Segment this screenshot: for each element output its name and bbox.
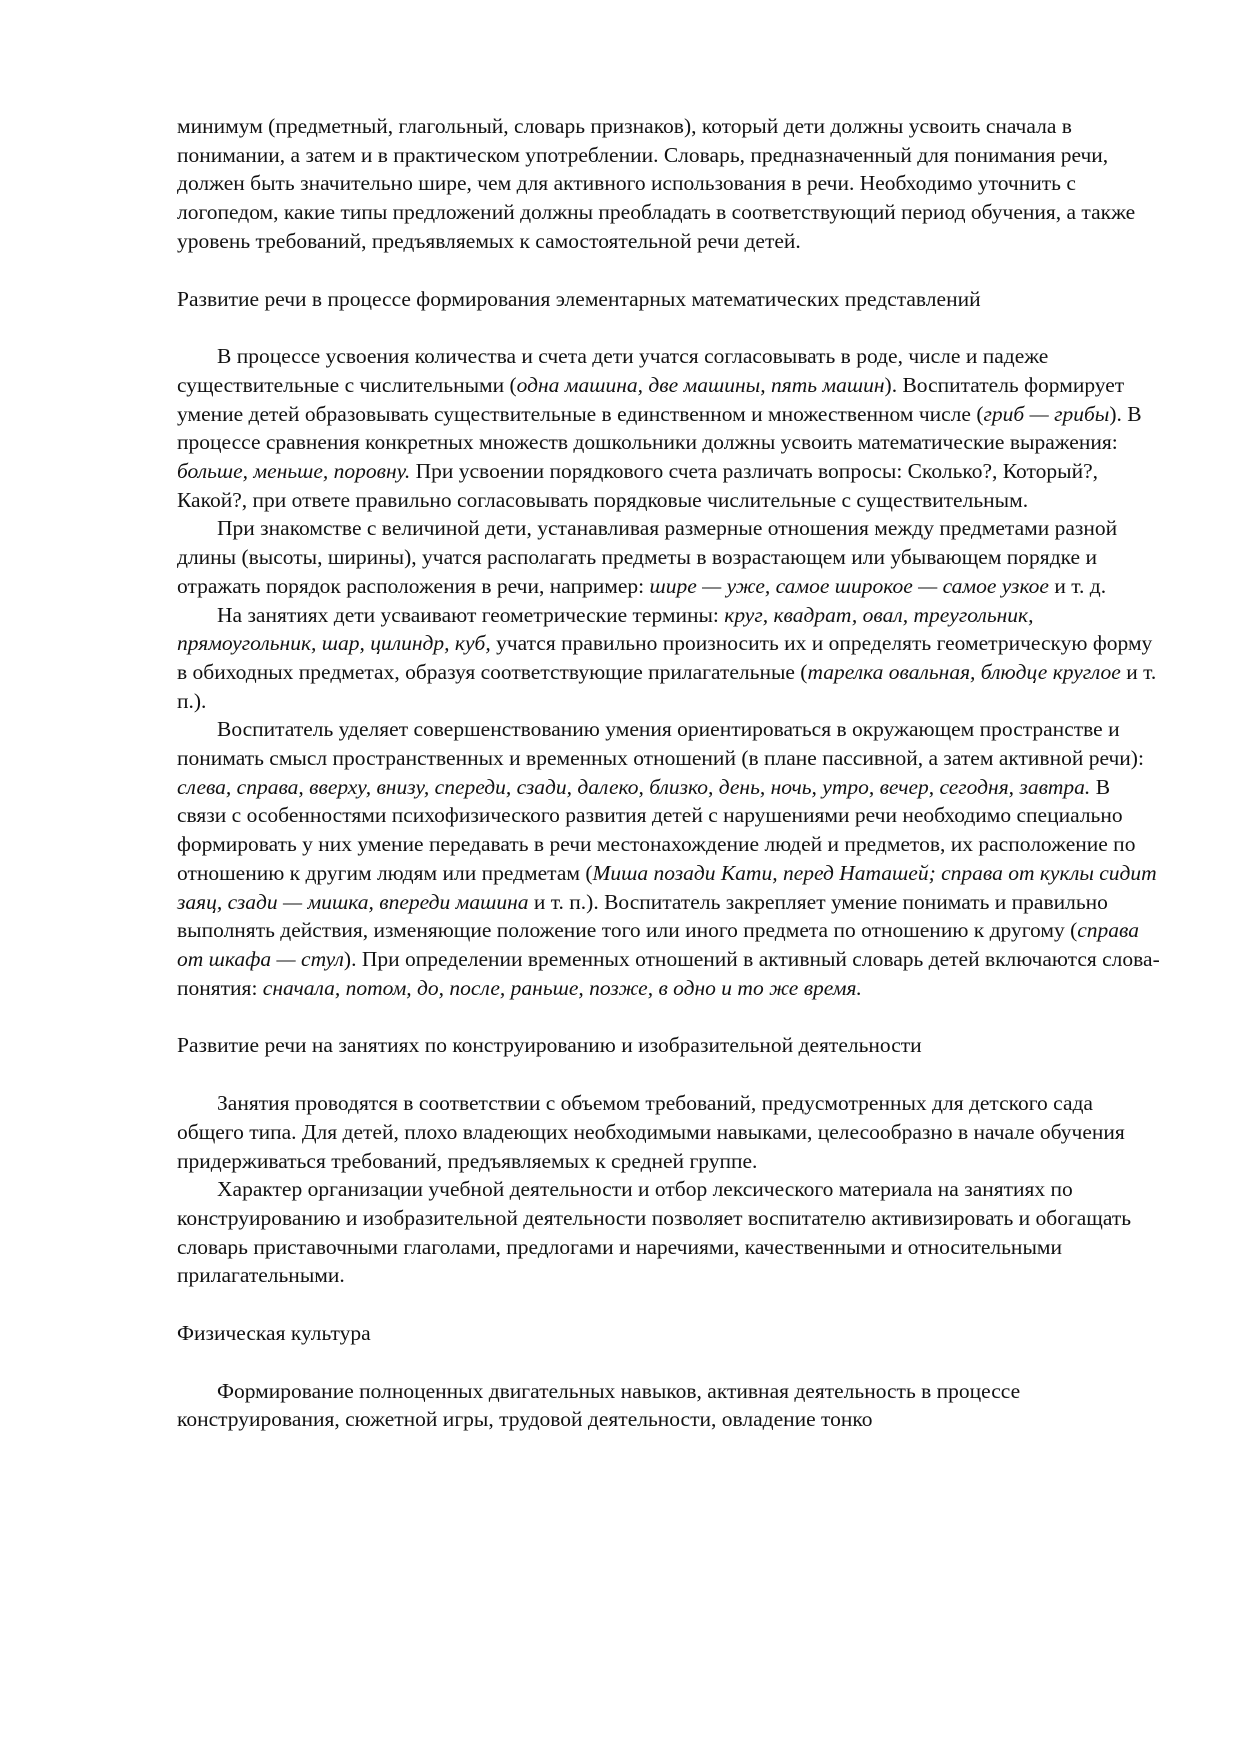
text-run: ). При определении временных отношений в активный словарь детей включаются слова-понятия: <box>177 946 1160 1000</box>
paragraph-geometry <box>177 601 1162 716</box>
paragraph-size <box>177 514 1162 600</box>
text-run: и т. п.). <box>177 659 1157 713</box>
text-run: ). В процессе сравнения конкретных множеств дошкольники должны усвоить математические выражения: <box>177 401 1142 455</box>
text-run: Формирование полноценных двигательных навыков, активная деятельность в процессе конструирования, сюжетной игры, трудовой деятельности, овладение тонко <box>177 1378 1021 1432</box>
paragraph-classes <box>177 1089 1162 1175</box>
paragraph-text: минимум (предметный, глагольный, словарь признаков), который дети должны усвоить сначала в понимании, а затем и в практическом употреблении. Словарь, предназначенный для понимания речи, должен быть значительно шире, чем для активного использования в речи. Необходимо уточнить с логопедом, какие типы предложений должны преобладать в соответствующий период обучения, а также уровень требований, предъявляемых к самостоятельной речи детей. <box>177 114 1136 253</box>
text-run: Воспитатель уделяет совершенствованию умения ориентироваться в окружающем пространстве и понимать смысл пространственных и временных отношений (в плане пассивной, а затем активной речи): <box>177 717 1144 771</box>
example-italic: справа от шкафа — стул <box>177 918 1139 971</box>
paragraph-motor-skills <box>177 1377 1162 1434</box>
text-run: При усвоении порядкового счета различать вопросы: Сколько?, Который?, Какой?, при ответе правильно согласовывать порядковые числительные с существительным. <box>177 459 1098 512</box>
example-italic: слева, справа, вверху, внизу, спереди, сзади, далеко, близко, день, ночь, утро, вечер, сегодня, завтра. <box>177 774 1091 799</box>
example-italic: тарелка овальная, блюдце круглое <box>807 659 1121 684</box>
text-run: В процессе усвоения количества и счета дети учатся согласовывать в роде, числе и падеже существительные с числительными ( <box>177 344 1049 397</box>
text-run: Занятия проводятся в соответствии с объемом требований, предусмотренных для детского сада общего типа. Для детей, плохо владеющих необходимыми навыками, целесообразно в начале обучения придерживаться требований, предъявляемых к средней группе. <box>177 1091 1125 1173</box>
example-italic: шире — уже, самое широкое — самое узкое <box>649 573 1049 598</box>
text-run: ). Воспитатель формирует умение детей образовывать существительные в единственном и множественном числе ( <box>177 372 1125 426</box>
paragraph-orientation <box>177 715 1162 1002</box>
example-italic: гриб — грибы <box>983 401 1110 426</box>
text-run: и т. п.). Воспитатель закрепляет умение понимать и правильно выполнять действия, изменяющие положение того или иного предмета по отношению к другому ( <box>177 889 1108 943</box>
paragraph-quantity-counting <box>177 342 1162 514</box>
example-italic: сначала, потом, до, после, раньше, позже, в одно и то же время. <box>262 975 862 1000</box>
text-run: На занятиях дети усваивают геометрические термины: <box>217 602 725 627</box>
text-run: При знакомстве с величиной дети, устанавливая размерные отношения между предметами разной длины (высоты, ширины), учатся располагать предметы в возрастающем или убывающем порядке и отражать порядок расположения в речи, например: <box>177 516 1118 598</box>
text-run: В связи с особенностями психофизического развития детей с нарушениями речи необходимо специально формировать у них умение передавать в речи местонахождение людей и предметов, их расположение по отношению к другим людям или предметам ( <box>177 774 1136 885</box>
example-italic: больше, меньше, поровну. <box>177 459 411 484</box>
section-heading-physical: Физическая культура <box>177 1321 371 1346</box>
example-italic: одна машина, две машины, пять машин <box>516 372 885 397</box>
paragraph-vocabulary-minimum <box>177 112 1162 256</box>
example-italic: Миша позади Кати, перед Наташей; справа от куклы сидит заяц, сзади — мишка, впереди машина <box>177 860 1157 914</box>
section-heading-construction: Развитие речи на занятиях по конструированию и изобразительной деятельности <box>177 1033 922 1058</box>
document-page <box>177 112 1162 1434</box>
example-italic: круг, квадрат, овал, треугольник, прямоугольник, шар, цилиндр, куб, <box>177 602 1034 656</box>
text-run: и т. д. <box>1048 573 1107 598</box>
text-run: учатся правильно произносить их и определять геометрическую форму в обиходных предметах, образуя соответствующие прилагательные ( <box>177 631 1153 684</box>
section-heading-math: Развитие речи в процессе формирования элементарных математических представлений <box>177 286 981 311</box>
text-run: Характер организации учебной деятельности и отбор лексического материала на занятиях по конструированию и изобразительной деятельности позволяет воспитателю активизировать и обогащать словарь приставочными глаголами, предлогами и наречиями, качественными и относительными прилагательными. <box>177 1177 1132 1288</box>
paragraph-organization <box>177 1175 1162 1290</box>
